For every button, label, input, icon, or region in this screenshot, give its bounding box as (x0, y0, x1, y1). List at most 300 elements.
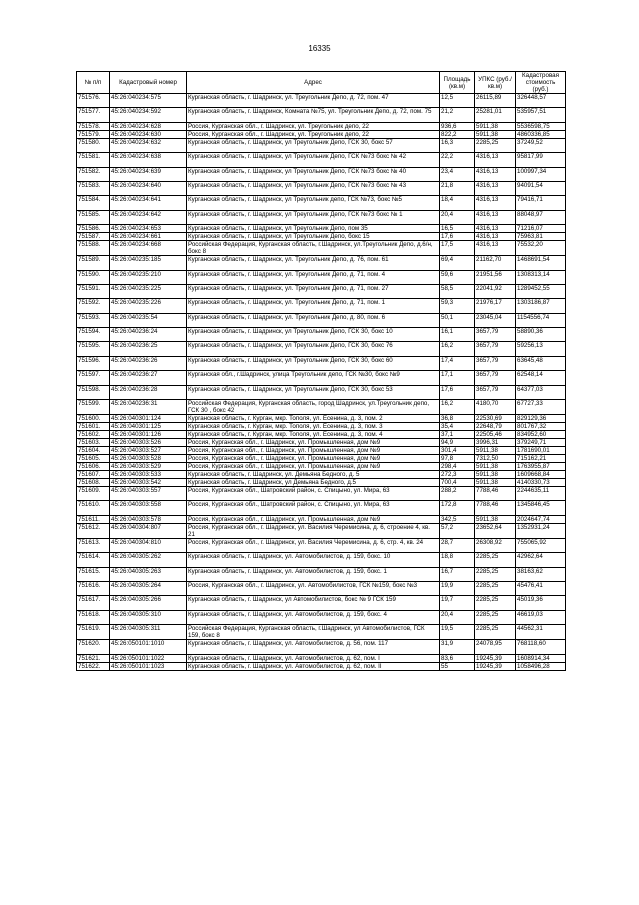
cell-address: Курганская область, г. Шадринск, ул. Треугольник Депо, д. 76, пом. 61 (187, 256, 440, 270)
cell-upks: 4180,70 (475, 400, 516, 415)
cell-address: Курганская область, г. Шадринск, ул. Автомобилистов, д. 159, бокс. 4 (187, 610, 440, 624)
cell-address: Курганская область, г. Курган, мкр. Тополя, ул. Есенина, д. 3, пом. 4 (187, 431, 440, 439)
cell-area: 16,5 (440, 225, 475, 233)
cell-row-number: 751588. (77, 241, 110, 256)
cell-area: 700,4 (440, 479, 475, 487)
cell-address: Курганская область, г. Курган, мкр. Тополя, ул. Есенина, д. 3, пом. 3 (187, 423, 440, 431)
cell-row-number: 751602. (77, 431, 110, 439)
cell-upks: 21162,70 (475, 256, 516, 270)
cell-cadastral-number: 45:26:040234:592 (110, 108, 187, 122)
cell-upks: 26308,92 (475, 538, 516, 552)
cell-cadastral-cost: 100997,34 (516, 167, 566, 181)
cell-row-number: 751612. (77, 523, 110, 538)
header-cadastral-number: Кадастровый номер (110, 72, 187, 94)
cell-area: 19,5 (440, 625, 475, 640)
header-number: № п/п (77, 72, 110, 94)
cell-row-number: 751611. (77, 515, 110, 523)
cell-cadastral-cost: 45019,36 (516, 596, 566, 610)
cell-row-number: 751613. (77, 538, 110, 552)
cell-address: Россия, Курганская обл., Шатровский район, с. Спицыно, ул. Мира, 63 (187, 501, 440, 515)
cell-area: 18,4 (440, 196, 475, 210)
cell-row-number: 751578. (77, 122, 110, 130)
cell-cadastral-number: 45:26:040234:630 (110, 130, 187, 138)
cell-upks: 4316,13 (475, 196, 516, 210)
cell-area: 17,6 (440, 233, 475, 241)
cell-address: Курганская область, г. Шадринск, ул. Треугольник Депо, д. 72, пом. 47 (187, 94, 440, 108)
cell-address: Курганская область, г. Шадринск, ул. Автомобилистов, д. 56, пом. 117 (187, 640, 440, 654)
cell-area: 172,8 (440, 501, 475, 515)
cell-cadastral-cost: 834952,60 (516, 431, 566, 439)
cell-cadastral-cost: 1345846,45 (516, 501, 566, 515)
cell-upks: 2285,25 (475, 138, 516, 152)
cell-cadastral-cost: 829129,36 (516, 415, 566, 423)
cell-address: Курганская область, г. Шадринск, ул Автомобилистов, бокс № 9 ГСК 159 (187, 596, 440, 610)
cell-row-number: 751606. (77, 463, 110, 471)
cell-address: Россия, Курганская обл., г. Шадринск, ул. Промышленная, дом №9 (187, 447, 440, 455)
cell-cadastral-number: 45:26:040235:225 (110, 284, 187, 298)
cell-row-number: 751600. (77, 415, 110, 423)
table-row (77, 538, 566, 552)
cell-cadastral-cost: 42962,64 (516, 553, 566, 567)
cell-cadastral-number: 45:26:040236:31 (110, 400, 187, 415)
table-row (77, 167, 566, 181)
cell-address: Россия, Курганская обл., Шатровский район, с. Спицыно, ул. Мира, 63 (187, 487, 440, 501)
cell-upks: 26115,89 (475, 94, 516, 108)
table-row (77, 423, 566, 431)
cell-area: 17,4 (440, 356, 475, 370)
cell-cadastral-number: 45:26:040303:542 (110, 479, 187, 487)
cell-upks: 5911,38 (475, 479, 516, 487)
cell-address: Курганская область, г. Шадринск, ул Треугольник Депо, ГСК №73 бокс № 42 (187, 153, 440, 167)
cell-upks: 21976,17 (475, 299, 516, 313)
cell-row-number: 751589. (77, 256, 110, 270)
cell-cadastral-number: 45:26:040305:311 (110, 625, 187, 640)
cell-upks: 2285,25 (475, 610, 516, 624)
cell-cadastral-cost: 2024647,74 (516, 515, 566, 523)
cell-row-number: 751582. (77, 167, 110, 181)
cell-address: Курганская область, г. Шадринск, ул Треугольник Депо, ГСК №73 бокс № 43 (187, 181, 440, 195)
cell-cadastral-number: 45:26:050101:1022 (110, 654, 187, 662)
cell-address: Курганская область, г. Шадринск, ул. Автомобилистов, д. 159, бокс. 1 (187, 567, 440, 581)
cell-cadastral-number: 45:26:040303:527 (110, 447, 187, 455)
cell-area: 97,8 (440, 455, 475, 463)
cell-cadastral-cost: 1763955,87 (516, 463, 566, 471)
cell-cadastral-cost: 1154556,74 (516, 313, 566, 327)
cell-address: Курганская область, г. Шадринск, ул Треугольник Депо, ГСК №73 бокс № 1 (187, 210, 440, 224)
cell-cadastral-number: 45:26:040303:557 (110, 487, 187, 501)
cell-cadastral-cost: 379249,71 (516, 439, 566, 447)
table-row (77, 130, 566, 138)
header-address: Адрес (187, 72, 440, 94)
cell-cadastral-number: 45:26:040303:558 (110, 501, 187, 515)
cell-row-number: 751576. (77, 94, 110, 108)
table-row (77, 415, 566, 423)
cell-cadastral-number: 45:26:040234:653 (110, 225, 187, 233)
table-row (77, 640, 566, 654)
cell-cadastral-cost: 46619,03 (516, 610, 566, 624)
cell-row-number: 751619. (77, 625, 110, 640)
table-row (77, 471, 566, 479)
cell-row-number: 751603. (77, 439, 110, 447)
cell-upks: 7788,46 (475, 501, 516, 515)
table-row (77, 431, 566, 439)
cell-cadastral-number: 45:26:040236:24 (110, 328, 187, 342)
cell-cadastral-cost: 37249,52 (516, 138, 566, 152)
cell-address: Курганская область, г. Шадринск, ул Демьяна Бедного, д.5 (187, 479, 440, 487)
cell-cadastral-number: 45:26:040236:25 (110, 342, 187, 356)
cell-upks: 5911,38 (475, 471, 516, 479)
cell-row-number: 751592. (77, 299, 110, 313)
cell-area: 37,1 (440, 431, 475, 439)
cell-area: 16,7 (440, 567, 475, 581)
table-row (77, 487, 566, 501)
cell-upks: 3657,79 (475, 385, 516, 399)
cell-area: 35,4 (440, 423, 475, 431)
table-row (77, 553, 566, 567)
cell-address: Курганская область, г. Шадринск, ул Треугольник Депо, ГСК №73 бокс № 40 (187, 167, 440, 181)
table-row (77, 138, 566, 152)
cell-area: 288,2 (440, 487, 475, 501)
cell-address: Курганская область, г. Шадринск, ул. Треугольник Депо, д. 71, пом. 27 (187, 284, 440, 298)
cell-cadastral-number: 45:26:040303:528 (110, 455, 187, 463)
table-row (77, 501, 566, 515)
table-row (77, 153, 566, 167)
cell-area: 19,9 (440, 581, 475, 595)
cell-row-number: 751616. (77, 581, 110, 595)
cell-upks: 3657,79 (475, 342, 516, 356)
cell-cadastral-number: 45:26:050101:1010 (110, 640, 187, 654)
cell-area: 94,9 (440, 439, 475, 447)
cell-area: 272,3 (440, 471, 475, 479)
cell-upks: 3657,79 (475, 328, 516, 342)
cell-upks: 2285,25 (475, 625, 516, 640)
cell-area: 55 (440, 662, 475, 670)
cell-area: 28,7 (440, 538, 475, 552)
cell-area: 298,4 (440, 463, 475, 471)
cell-upks: 2285,25 (475, 581, 516, 595)
cell-area: 21,2 (440, 108, 475, 122)
cadastral-table (76, 71, 566, 671)
table-row (77, 654, 566, 662)
cell-cadastral-number: 45:26:040234:661 (110, 233, 187, 241)
cell-row-number: 751580. (77, 138, 110, 152)
cell-row-number: 751583. (77, 181, 110, 195)
cell-cadastral-cost: 1468691,54 (516, 256, 566, 270)
cell-upks: 7312,50 (475, 455, 516, 463)
cell-upks: 23652,64 (475, 523, 516, 538)
cell-area: 83,6 (440, 654, 475, 662)
cell-address: Россия, Курганская обл., г. Шадринск, ул. Василия Черемисина, д. 6, стр. 4, кв. 24 (187, 538, 440, 552)
cell-cadastral-cost: 58890,36 (516, 328, 566, 342)
cell-upks: 2285,25 (475, 567, 516, 581)
cell-upks: 22041,92 (475, 284, 516, 298)
cell-address: Курганская область, г. Шадринск, ул. Автомобилистов, д. 62, пом. II (187, 662, 440, 670)
cell-row-number: 751620. (77, 640, 110, 654)
cell-upks: 4316,13 (475, 210, 516, 224)
cell-address: Курганская область, г. Шадринск, ул. Автомобилистов, д. 62, пом. I (187, 654, 440, 662)
cell-area: 58,5 (440, 284, 475, 298)
cell-area: 301,4 (440, 447, 475, 455)
cell-cadastral-cost: 535957,51 (516, 108, 566, 122)
cell-row-number: 751617. (77, 596, 110, 610)
table-row (77, 233, 566, 241)
cell-area: 31,9 (440, 640, 475, 654)
cell-address: Российская Федерация, Курганская область, город Шадринск, ул.Треугольник депо, ГСК 30 , бокс 42 (187, 400, 440, 415)
cell-row-number: 751579. (77, 130, 110, 138)
cell-upks: 7788,46 (475, 487, 516, 501)
cell-row-number: 751598. (77, 385, 110, 399)
cell-upks: 3996,31 (475, 439, 516, 447)
cell-row-number: 751597. (77, 371, 110, 385)
cell-address: Россия, Курганская обл., г. Шадринск, ул. Треугольник депо, 22 (187, 130, 440, 138)
cell-cadastral-number: 45:26:040235:54 (110, 313, 187, 327)
cell-cadastral-number: 45:26:040234:641 (110, 196, 187, 210)
table-row (77, 523, 566, 538)
cell-cadastral-number: 45:26:040305:266 (110, 596, 187, 610)
cell-cadastral-number: 45:26:040303:529 (110, 463, 187, 471)
cell-cadastral-cost: 755065,92 (516, 538, 566, 552)
cell-cadastral-number: 45:26:040305:263 (110, 567, 187, 581)
cell-cadastral-cost: 4860336,85 (516, 130, 566, 138)
cell-cadastral-cost: 1303186,87 (516, 299, 566, 313)
cell-address: Курганская область, г. Шадринск, ул. Автомобилистов, д. 159, бокс. 10 (187, 553, 440, 567)
cell-address: Курганская область, г. Шадринск, ул Треугольник Депо, ГСК 30, бокс 57 (187, 138, 440, 152)
cell-cadastral-cost: 79416,71 (516, 196, 566, 210)
cell-area: 20,4 (440, 610, 475, 624)
cell-upks: 24078,95 (475, 640, 516, 654)
cell-address: Курганская область, г. Шадринск, ул Треугольник Депо, ГСК 30, бокс 60 (187, 356, 440, 370)
cell-address: Курганская область, г. Шадринск, ул Треугольник Депо, ГСК 30, бокс 53 (187, 385, 440, 399)
cell-upks: 5911,38 (475, 463, 516, 471)
table-row (77, 270, 566, 284)
cell-cadastral-cost: 64377,03 (516, 385, 566, 399)
cell-cadastral-cost: 75532,20 (516, 241, 566, 256)
cell-area: 16,3 (440, 138, 475, 152)
cell-area: 59,6 (440, 270, 475, 284)
table-row (77, 610, 566, 624)
cell-area: 19,7 (440, 596, 475, 610)
cell-cadastral-number: 45:26:040234:639 (110, 167, 187, 181)
table-row (77, 342, 566, 356)
cell-upks: 22530,69 (475, 415, 516, 423)
cell-address: Курганская область, г. Шадринск, ул. Треугольник Депо, д. 80, пом. 6 (187, 313, 440, 327)
cell-cadastral-cost: 67727,33 (516, 400, 566, 415)
cell-upks: 5911,38 (475, 515, 516, 523)
cell-address: Курганская область, г. Шадринск, ул Треугольник Депо, ГСК 30, бокс 76 (187, 342, 440, 356)
cell-row-number: 751610. (77, 501, 110, 515)
cell-upks: 21951,56 (475, 270, 516, 284)
cell-row-number: 751599. (77, 400, 110, 415)
cell-area: 36,8 (440, 415, 475, 423)
header-area: Площадь (кв.м) (440, 72, 475, 94)
cell-address: Россия, Курганская обл., г. Шадринск, ул. Промышленная, дом №9 (187, 515, 440, 523)
cell-cadastral-number: 45:26:040301:126 (110, 431, 187, 439)
cell-address: Россия, Курганская обл., г. Шадринск, ул. Промышленная, дом №9 (187, 455, 440, 463)
cell-address: Россия, Курганская обл., г. Шадринск, ул. Промышленная, дом №9 (187, 439, 440, 447)
cell-upks: 25281,01 (475, 108, 516, 122)
cell-cadastral-number: 45:26:040235:226 (110, 299, 187, 313)
cell-area: 57,2 (440, 523, 475, 538)
cell-row-number: 751581. (77, 153, 110, 167)
cell-address: Курганская область, г. Шадринск, ул Треугольник Депо, ГСК 30, бокс 10 (187, 328, 440, 342)
table-row (77, 122, 566, 130)
cell-cadastral-cost: 63645,48 (516, 356, 566, 370)
cell-cadastral-number: 45:26:040304:810 (110, 538, 187, 552)
cell-row-number: 751607. (77, 471, 110, 479)
cell-address: Курганская обл., г.Шадринск, улица Треугольник депо, ГСК №30, бокс №9 (187, 371, 440, 385)
table-row (77, 439, 566, 447)
table-row (77, 662, 566, 670)
cell-cadastral-number: 45:26:040235:210 (110, 270, 187, 284)
cell-area: 17,1 (440, 371, 475, 385)
table-row (77, 625, 566, 640)
cell-cadastral-cost: 44562,31 (516, 625, 566, 640)
cell-cadastral-cost: 38163,62 (516, 567, 566, 581)
cell-upks: 19245,39 (475, 662, 516, 670)
cell-area: 50,1 (440, 313, 475, 327)
cell-row-number: 751601. (77, 423, 110, 431)
cell-cadastral-cost: 62548,14 (516, 371, 566, 385)
cell-cadastral-number: 45:26:040303:578 (110, 515, 187, 523)
cell-cadastral-cost: 1352931,24 (516, 523, 566, 538)
cell-row-number: 751618. (77, 610, 110, 624)
cell-row-number: 751591. (77, 284, 110, 298)
cell-upks: 23045,04 (475, 313, 516, 327)
cell-row-number: 751584. (77, 196, 110, 210)
cell-row-number: 751590. (77, 270, 110, 284)
cell-address: Курганская область, г. Шадринск, ул. Треугольник Депо, д. 71, пом. 4 (187, 270, 440, 284)
cell-row-number: 751587. (77, 233, 110, 241)
cell-cadastral-number: 45:26:040234:640 (110, 181, 187, 195)
cell-row-number: 751614. (77, 553, 110, 567)
cell-address: Курганская область, г. Шадринск, Комната №75, ул. Треугольник Депо, д. 72, пом. 75 (187, 108, 440, 122)
cell-cadastral-number: 45:26:040301:124 (110, 415, 187, 423)
cell-cadastral-cost: 801767,32 (516, 423, 566, 431)
cell-cadastral-number: 45:26:040305:264 (110, 581, 187, 595)
cell-cadastral-number: 45:26:040303:533 (110, 471, 187, 479)
cell-upks: 22505,46 (475, 431, 516, 439)
cell-upks: 19245,39 (475, 654, 516, 662)
cell-area: 822,2 (440, 130, 475, 138)
table-row (77, 196, 566, 210)
table-row (77, 241, 566, 256)
page-number: 16335 (308, 44, 331, 53)
table-header-row (77, 72, 566, 94)
cell-area: 59,3 (440, 299, 475, 313)
table-row (77, 181, 566, 195)
cell-upks: 5911,38 (475, 122, 516, 130)
cell-area: 22,2 (440, 153, 475, 167)
cell-row-number: 751608. (77, 479, 110, 487)
cell-cadastral-number: 45:26:040236:26 (110, 356, 187, 370)
table-row (77, 284, 566, 298)
cell-row-number: 751595. (77, 342, 110, 356)
cell-area: 21,8 (440, 181, 475, 195)
table-row (77, 299, 566, 313)
cell-upks: 4316,13 (475, 241, 516, 256)
cell-area: 23,4 (440, 167, 475, 181)
cell-address: Россия, Курганская обл., г. Шадринск, ул. Промышленная, дом №9 (187, 463, 440, 471)
cell-upks: 4316,13 (475, 153, 516, 167)
cell-cadastral-number: 45:26:040234:638 (110, 153, 187, 167)
header-upks: УПКС (руб./кв.м) (475, 72, 516, 94)
cell-cadastral-cost: 94091,54 (516, 181, 566, 195)
cell-area: 69,4 (440, 256, 475, 270)
cell-row-number: 751577. (77, 108, 110, 122)
table-row (77, 210, 566, 224)
cell-cadastral-cost: 95817,99 (516, 153, 566, 167)
cell-address: Курганская область, г. Шадринск, ул Треугольник Депо, пом 35 (187, 225, 440, 233)
cell-cadastral-number: 45:26:040305:310 (110, 610, 187, 624)
cell-address: Курганская область, г. Шадринск, ул. Треугольник Депо, д. 71, пом. 1 (187, 299, 440, 313)
table-row (77, 385, 566, 399)
cell-cadastral-number: 45:26:040305:262 (110, 553, 187, 567)
table-row (77, 596, 566, 610)
table-row (77, 567, 566, 581)
table-row (77, 371, 566, 385)
cell-upks: 4316,13 (475, 167, 516, 181)
cell-address: Российская Федерация, Курганская область, г.Шадринск, ул Автомобилистов, ГСК 159, бокс 8 (187, 625, 440, 640)
cell-cadastral-cost: 75963,81 (516, 233, 566, 241)
table-row (77, 256, 566, 270)
cell-area: 17,6 (440, 385, 475, 399)
table-row (77, 313, 566, 327)
cell-cadastral-cost: 1289452,55 (516, 284, 566, 298)
cell-cadastral-cost: 1058496,28 (516, 662, 566, 670)
cell-upks: 4316,13 (475, 181, 516, 195)
table-row (77, 447, 566, 455)
cell-cadastral-cost: 1308313,14 (516, 270, 566, 284)
table-row (77, 479, 566, 487)
cell-upks: 5911,38 (475, 447, 516, 455)
cell-cadastral-number: 45:26:040235:185 (110, 256, 187, 270)
cell-row-number: 751604. (77, 447, 110, 455)
cell-cadastral-cost: 71216,07 (516, 225, 566, 233)
cell-address: Курганская область, г. Курган, мкр. Тополя, ул. Есенина, д. 3, пом. 2 (187, 415, 440, 423)
cell-upks: 2285,25 (475, 596, 516, 610)
cell-area: 342,5 (440, 515, 475, 523)
cell-address: Курганская область, г. Шадринск, ул Треугольник Депо, бокс 15 (187, 233, 440, 241)
cell-address: Россия, Курганская обл., г. Шадринск, ул. Треугольник депо, 22 (187, 122, 440, 130)
cell-cadastral-cost: 5536598,75 (516, 122, 566, 130)
cell-cadastral-cost: 59256,13 (516, 342, 566, 356)
cell-cadastral-number: 45:26:040234:575 (110, 94, 187, 108)
cell-row-number: 751622. (77, 662, 110, 670)
cell-row-number: 751596. (77, 356, 110, 370)
cell-area: 16,2 (440, 342, 475, 356)
table-row (77, 108, 566, 122)
cell-cadastral-cost: 768118,60 (516, 640, 566, 654)
cell-cadastral-number: 45:26:050101:1023 (110, 662, 187, 670)
header-cadastral-cost: Кадастровая стоимость (руб.) (516, 72, 566, 94)
cell-area: 17,5 (440, 241, 475, 256)
cell-address: Россия, Курганская обл., г. Шадринск, ул. Автомобилистов, ГСК №159, бокс №3 (187, 581, 440, 595)
cell-upks: 3657,79 (475, 356, 516, 370)
cell-cadastral-number: 45:26:040234:642 (110, 210, 187, 224)
cell-row-number: 751605. (77, 455, 110, 463)
cell-area: 12,5 (440, 94, 475, 108)
cell-upks: 4316,13 (475, 233, 516, 241)
cell-cadastral-cost: 1608914,34 (516, 654, 566, 662)
cell-row-number: 751594. (77, 328, 110, 342)
cell-cadastral-cost: 88048,97 (516, 210, 566, 224)
cell-row-number: 751586. (77, 225, 110, 233)
table-row (77, 581, 566, 595)
cell-cadastral-cost: 715162,21 (516, 455, 566, 463)
cell-cadastral-number: 45:26:040234:628 (110, 122, 187, 130)
cell-address: Российская Федерация, Курганская область, г.Шадринск, ул.Треугольник Депо, д.6/н, бокс 8 (187, 241, 440, 256)
table-row (77, 356, 566, 370)
